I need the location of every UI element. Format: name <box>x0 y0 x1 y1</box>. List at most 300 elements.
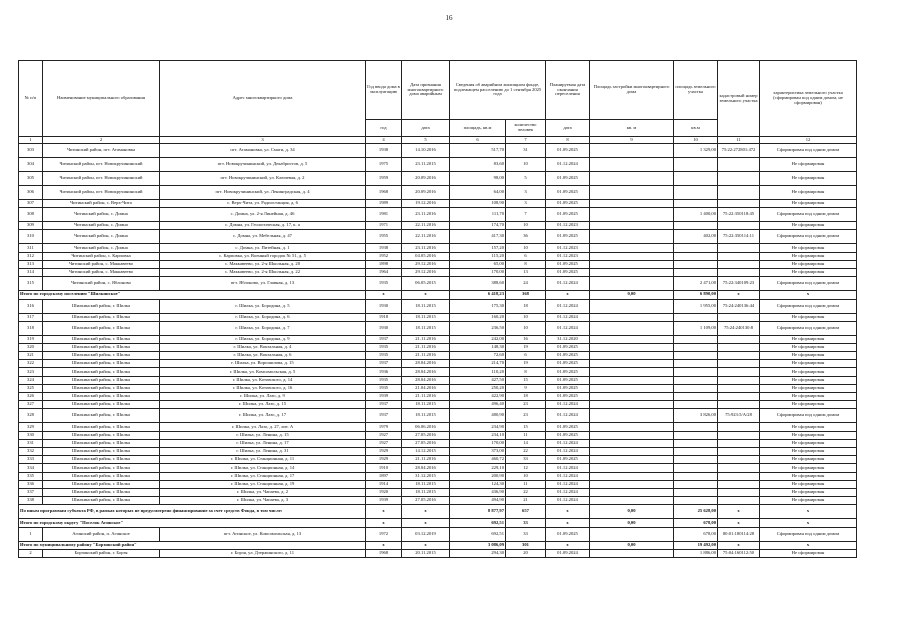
row-number: 322 <box>19 360 43 368</box>
address-cell: г. Шилка, ул. Ленина, д. 15 <box>160 431 366 439</box>
municipality-cell: Шилкинский район, г. Шилка <box>43 384 160 392</box>
built-area-cell <box>590 343 674 351</box>
table-row <box>19 527 857 541</box>
cadastral-cell <box>718 439 760 447</box>
year-cell: 1937 <box>366 335 402 343</box>
characteristic-cell: Не сформирован <box>760 497 857 505</box>
year-cell: 1937 <box>366 401 402 409</box>
address-cell: с. Карповка, ул. Военный городок № 51, д. 5 <box>160 252 366 260</box>
built-area-cell <box>590 456 674 464</box>
characteristic-cell: Не сформирован <box>760 200 857 208</box>
plan-date-cell: 01.09.2025 <box>546 172 590 186</box>
header-date-avar: Дата признания многоквартирного дома аварийным <box>402 61 450 120</box>
land-area-cell <box>674 335 718 343</box>
built-area-cell <box>590 439 674 447</box>
cadastral-cell <box>718 393 760 401</box>
page-number: 16 <box>445 14 453 22</box>
table-row <box>19 488 857 496</box>
characteristic-cell: x <box>760 291 857 299</box>
municipality-cell: Шилкинский район, г. Шилка <box>43 401 160 409</box>
area-cell: 234,10 <box>450 431 506 439</box>
built-area-cell <box>590 527 674 541</box>
column-number: 6 <box>450 137 506 144</box>
built-area-cell <box>590 299 674 313</box>
built-area-cell <box>590 252 674 260</box>
built-area-cell <box>590 244 674 252</box>
address-cell: с. Домна, ул. 2-я Линейная, д. 46 <box>160 208 366 222</box>
address-cell: с. Домна, ул. Питейная, д. 1 <box>160 244 366 252</box>
address-cell: г. Шилка, ул. Станционная, д. 17 <box>160 472 366 480</box>
address-cell: г. Шилка, ул. Станционная, д. 19 <box>160 480 366 488</box>
row-number: 337 <box>19 488 43 496</box>
municipality-cell: Читинский район, с. Верх-Чита <box>43 200 160 208</box>
table-row <box>19 158 857 172</box>
people-cell: 33 <box>506 519 546 527</box>
address-cell: с. Маккавеево, ул. 2-я Школьная, д. 22 <box>160 268 366 276</box>
municipality-cell: Шилкинский район, г. Шилка <box>43 456 160 464</box>
table-row <box>19 277 857 291</box>
cadastral-cell <box>718 464 760 472</box>
people-cell: 11 <box>506 480 546 488</box>
table-row <box>19 480 857 488</box>
year-cell: 1914 <box>366 480 402 488</box>
address-cell: пгт. Новокручининский, ул. Ключевая, д. 2 <box>160 172 366 186</box>
table-row <box>19 321 857 335</box>
year-cell: 1964 <box>366 268 402 276</box>
header-info: Сведения об аварийном жилищном фонде, подлежащем расселению до 1 сентября 2025 года <box>450 61 546 120</box>
cadastral-cell <box>718 480 760 488</box>
row-number: 308 <box>19 208 43 222</box>
address-cell: г. Шилка, ул. Лазо, д. 27, лит. А <box>160 423 366 431</box>
municipality-cell: Шилкинский район, г. Шилка <box>43 376 160 384</box>
municipality-cell: Шилкинский район, г. Шилка <box>43 447 160 455</box>
address-cell: г. Шилка, ул. Бородина, д. 6 <box>160 313 366 321</box>
row-number: 325 <box>19 384 43 392</box>
address-cell: г. Шилка, ул. Бородина, д. 7 <box>160 321 366 335</box>
year-cell: x <box>366 541 402 549</box>
characteristic-cell: Не сформирован <box>760 393 857 401</box>
year-cell: 1930 <box>366 299 402 313</box>
area-cell: 517,70 <box>450 144 506 158</box>
plan-date-cell: 01.09.2025 <box>546 260 590 268</box>
municipality-cell: Шилкинский район, г. Шилка <box>43 360 160 368</box>
address-cell: пгт. Агинское, ул. Комсомольская, д. 13 <box>160 527 366 541</box>
address-cell: г. Шилка, ул. Чапаева, д. 3 <box>160 497 366 505</box>
address-cell: г. Шилка, ул. Чапаева, д. 2 <box>160 488 366 496</box>
plan-date-cell: 01.12.2024 <box>546 447 590 455</box>
year-cell: 1927 <box>366 431 402 439</box>
people-cell: 31 <box>506 144 546 158</box>
area-cell: 72,60 <box>450 352 506 360</box>
characteristic-cell: x <box>760 541 857 549</box>
plan-date-cell: 01.12.2024 <box>546 401 590 409</box>
people-cell: 18 <box>506 299 546 313</box>
year-cell: 1898 <box>366 260 402 268</box>
characteristic-cell: Не сформирован <box>760 186 857 200</box>
characteristic-cell: Сформирован под одним домом <box>760 321 857 335</box>
area-cell: 373,00 <box>450 447 506 455</box>
table-row <box>19 252 857 260</box>
plan-date-cell: 01.12.2024 <box>546 313 590 321</box>
land-area-cell <box>674 456 718 464</box>
plan-date-cell: 01.12.2024 <box>546 277 590 291</box>
land-area-cell: 1 955,00 <box>674 299 718 313</box>
table-row <box>19 268 857 276</box>
plan-date-cell: 01.09.2024 <box>546 550 590 558</box>
year-cell: 1936 <box>366 368 402 376</box>
date-cell: 20.11.2015 <box>402 550 450 558</box>
date-cell: 27.05.2016 <box>402 497 450 505</box>
land-area-cell <box>674 447 718 455</box>
municipality-cell: Шилкинский район, г. Шилка <box>43 368 160 376</box>
municipality-cell: Читинский район, с. Домна <box>43 230 160 244</box>
cadastral-cell <box>718 343 760 351</box>
total-label: Итого по городскому поселению "Шилкинское" <box>19 291 366 299</box>
row-number: 311 <box>19 244 43 252</box>
plan-date-cell: 01.12.2024 <box>546 488 590 496</box>
year-cell: 1938 <box>366 144 402 158</box>
date-cell: 21.11.2016 <box>402 393 450 401</box>
built-area-cell <box>590 158 674 172</box>
people-cell: 10 <box>506 158 546 172</box>
year-cell: 1959 <box>366 172 402 186</box>
land-area-cell <box>674 343 718 351</box>
date-cell: 18.11.2015 <box>402 321 450 335</box>
cadastral-cell: 75:22:350118:45 <box>718 208 760 222</box>
plan-date-cell: x <box>546 519 590 527</box>
built-area-cell <box>590 423 674 431</box>
plan-date-cell: x <box>546 505 590 519</box>
municipality-cell: Шилкинский район, г. Шилка <box>43 439 160 447</box>
year-cell: 1929 <box>366 456 402 464</box>
area-cell: 460,72 <box>450 456 506 464</box>
year-cell: 1972 <box>366 527 402 541</box>
people-cell: 16 <box>506 335 546 343</box>
date-cell: 22.11.2016 <box>402 222 450 230</box>
row-number: 329 <box>19 423 43 431</box>
row-number: 312 <box>19 252 43 260</box>
plan-date-cell: 01.09.2025 <box>546 393 590 401</box>
people-cell: 8 <box>506 368 546 376</box>
table-row <box>19 393 857 401</box>
date-cell: 18.11.2015 <box>402 299 450 313</box>
cadastral-cell: x <box>718 291 760 299</box>
plan-date-cell: 01.09.2025 <box>546 368 590 376</box>
header-land-area: площадь земельного участка <box>674 61 718 120</box>
land-area-cell <box>674 360 718 368</box>
people-cell: 24 <box>506 277 546 291</box>
municipality-cell: Шилкинский район, г. Шилка <box>43 472 160 480</box>
area-cell: 229,10 <box>450 464 506 472</box>
built-area-cell <box>590 352 674 360</box>
plan-date-cell: 01.12.2024 <box>546 472 590 480</box>
land-area-cell <box>674 268 718 276</box>
table-row <box>19 335 857 343</box>
characteristic-cell: Сформирован под одним домом <box>760 230 857 244</box>
plan-date-cell: 01.09.2025 <box>546 186 590 200</box>
area-cell: 692,51 <box>450 527 506 541</box>
total-label: Итого по муниципальному району "Борзинский район" <box>19 541 366 549</box>
unit-date: дата <box>402 120 450 137</box>
column-number: 3 <box>160 137 366 144</box>
area-cell: 174,70 <box>450 222 506 230</box>
municipality-cell: Шилкинский район, г. Шилка <box>43 313 160 321</box>
table-row <box>19 144 857 158</box>
cadastral-cell: 75:04:160112:50 <box>718 550 760 558</box>
area-cell: 417,30 <box>450 230 506 244</box>
table-row <box>19 313 857 321</box>
cadastral-cell <box>718 456 760 464</box>
land-area-cell <box>674 464 718 472</box>
column-number: 7 <box>506 137 546 144</box>
address-cell: г. Шилка, ул. Вокзальная, д. 4 <box>160 343 366 351</box>
plan-date-cell: 01.09.2025 <box>546 352 590 360</box>
column-number: 11 <box>718 137 760 144</box>
date-cell: 28.04.2016 <box>402 376 450 384</box>
plan-date-cell: 01.12.2023 <box>546 244 590 252</box>
land-area-cell <box>674 423 718 431</box>
cadastral-cell <box>718 447 760 455</box>
row-number: 331 <box>19 439 43 447</box>
characteristic-cell: Сформирован под одним домом <box>760 208 857 222</box>
total-row <box>19 505 857 519</box>
municipality-cell: Агинский район, п. Агинское <box>43 527 160 541</box>
area-cell: 234,90 <box>450 423 506 431</box>
built-area-cell <box>590 464 674 472</box>
address-cell: г. Борзя, ул. Дзержинского, д. 11 <box>160 550 366 558</box>
date-cell: 27.05.2016 <box>402 439 450 447</box>
year-cell: 1897 <box>366 472 402 480</box>
characteristic-cell: Не сформирован <box>760 360 857 368</box>
address-cell: г. Шилка, ул. Бородина, д. 9 <box>160 335 366 343</box>
address-cell: с. Домна, ул. Геологическая, д. 17, к. а <box>160 222 366 230</box>
cadastral-cell <box>718 186 760 200</box>
row-number: 306 <box>19 186 43 200</box>
municipality-cell: Шилкинский район, г. Шилка <box>43 343 160 351</box>
table-row <box>19 472 857 480</box>
area-cell: 250,20 <box>450 384 506 392</box>
address-cell: г. Шилка, ул. Котовского, д. 16 <box>160 384 366 392</box>
table-row <box>19 423 857 431</box>
address-cell: с. Домна, ул. Мебельная, д. 47 <box>160 230 366 244</box>
built-area-cell <box>590 376 674 384</box>
municipality-cell: Шилкинский район, г. Шилка <box>43 488 160 496</box>
table-row <box>19 376 857 384</box>
municipality-cell: Шилкинский район, г. Шилка <box>43 393 160 401</box>
year-cell: 1981 <box>366 208 402 222</box>
municipality-cell: Читинский район, с. Карповка <box>43 252 160 260</box>
date-cell: 18.11.2015 <box>402 480 450 488</box>
municipality-cell: Читинский район, с. Домна <box>43 244 160 252</box>
area-cell: 496,40 <box>450 401 506 409</box>
address-cell: с. Маккавеево, ул. 2-я Школьная, д. 20 <box>160 260 366 268</box>
land-area-cell: 402,00 <box>674 230 718 244</box>
cadastral-cell: 80:01:180114:28 <box>718 527 760 541</box>
plan-date-cell: 01.09.2025 <box>546 384 590 392</box>
characteristic-cell: Не сформирован <box>760 352 857 360</box>
plan-date-cell: 01.12.2024 <box>546 480 590 488</box>
built-area-cell <box>590 431 674 439</box>
characteristic-cell: Не сформирован <box>760 439 857 447</box>
characteristic-cell: Не сформирован <box>760 368 857 376</box>
column-number: 8 <box>546 137 590 144</box>
date-cell: 28.04.2016 <box>402 360 450 368</box>
column-number: 4 <box>366 137 402 144</box>
built-area-cell <box>590 472 674 480</box>
total-label: Итого по городскому округу "Поселок Агинское" <box>19 519 366 527</box>
municipality-cell: Читинский район, пгт. Новокручининский <box>43 158 160 172</box>
characteristic-cell: Не сформирован <box>760 158 857 172</box>
date-cell: x <box>402 541 450 549</box>
row-number: 305 <box>19 172 43 186</box>
date-cell: x <box>402 519 450 527</box>
built-area-cell <box>590 186 674 200</box>
people-cell: 7 <box>506 208 546 222</box>
people-cell: 14 <box>506 439 546 447</box>
table-row <box>19 208 857 222</box>
date-cell: 31.12.2015 <box>402 472 450 480</box>
header-municipality: Наименование муниципального образования <box>43 61 160 137</box>
column-number: 12 <box>760 137 857 144</box>
characteristic-cell: Не сформирован <box>760 447 857 455</box>
characteristic-cell: Не сформирован <box>760 335 857 343</box>
plan-date-cell: 01.09.2025 <box>546 431 590 439</box>
year-cell: 1955 <box>366 230 402 244</box>
column-number-row <box>19 137 857 144</box>
cadastral-cell: 75:22:350114:11 <box>718 230 760 244</box>
unit-people: количество человек <box>506 120 546 137</box>
row-number: 319 <box>19 335 43 343</box>
municipality-cell: Шилкинский район, г. Шилка <box>43 352 160 360</box>
date-cell: 21.11.2016 <box>402 352 450 360</box>
row-number: 338 <box>19 497 43 505</box>
table-row <box>19 409 857 423</box>
people-cell: 12 <box>506 464 546 472</box>
characteristic-cell: Сформирован под одним домом <box>760 144 857 158</box>
address-cell: г. Шилка, ул. Ленина, д. 31 <box>160 447 366 455</box>
land-area-cell <box>674 186 718 200</box>
characteristic-cell: x <box>760 505 857 519</box>
land-area-cell <box>674 401 718 409</box>
land-area-cell: 678,00 <box>674 519 718 527</box>
characteristic-cell: Не сформирован <box>760 550 857 558</box>
row-number: 327 <box>19 401 43 409</box>
column-number: 5 <box>402 137 450 144</box>
characteristic-cell: Не сформирован <box>760 222 857 230</box>
table-row <box>19 222 857 230</box>
built-area-cell <box>590 401 674 409</box>
plan-date-cell: 01.09.2025 <box>546 376 590 384</box>
table-row <box>19 200 857 208</box>
table-body <box>19 144 857 558</box>
unit-year: год <box>366 120 402 137</box>
year-cell: x <box>366 505 402 519</box>
cadastral-cell <box>718 497 760 505</box>
people-cell: 19 <box>506 360 546 368</box>
cadastral-cell <box>718 376 760 384</box>
total-row <box>19 541 857 549</box>
area-cell: 170,00 <box>450 439 506 447</box>
address-cell: пгт. Новокручининский, ул. Ленинградская, д. 4 <box>160 186 366 200</box>
cadastral-cell <box>718 222 760 230</box>
area-cell: 111,70 <box>450 208 506 222</box>
area-cell: 200,90 <box>450 472 506 480</box>
built-area-cell <box>590 230 674 244</box>
land-area-cell: 1 109,00 <box>674 321 718 335</box>
cadastral-cell <box>718 472 760 480</box>
address-cell: г. Шилка, ул. Ворошилова, д. 15 <box>160 360 366 368</box>
built-area-cell <box>590 393 674 401</box>
area-cell: 294,30 <box>450 550 506 558</box>
area-cell: 157,20 <box>450 244 506 252</box>
people-cell: 15 <box>506 423 546 431</box>
table-row <box>19 343 857 351</box>
address-cell: г. Шилка, ул. Бородина, д. 5 <box>160 299 366 313</box>
table-row <box>19 360 857 368</box>
area-cell: 3 086,09 <box>450 541 506 549</box>
municipality-cell: Читинский район, с. Маккавеево <box>43 260 160 268</box>
year-cell: 1968 <box>366 186 402 200</box>
year-cell: 1910 <box>366 464 402 472</box>
built-area-cell <box>590 321 674 335</box>
plan-date-cell: 31.12.2020 <box>546 335 590 343</box>
land-area-cell: 3 826,00 <box>674 409 718 423</box>
characteristic-cell: Не сформирован <box>760 376 857 384</box>
table-row <box>19 368 857 376</box>
plan-date-cell: 01.09.2025 <box>546 527 590 541</box>
year-cell: 1918 <box>366 313 402 321</box>
row-number: 324 <box>19 376 43 384</box>
unit-kvm: кв. м <box>590 120 674 137</box>
year-cell: 1989 <box>366 200 402 208</box>
built-area-cell <box>590 409 674 423</box>
row-number: 317 <box>19 313 43 321</box>
built-area-cell <box>590 277 674 291</box>
cadastral-cell: x <box>718 519 760 527</box>
built-area-cell: 0,00 <box>590 541 674 549</box>
date-cell: 21.11.2016 <box>402 343 450 351</box>
year-cell: 1935 <box>366 384 402 392</box>
plan-date-cell: 01.12.2024 <box>546 409 590 423</box>
total-label: По иным программам субъекта РФ, в рамках которых не предусмотрено финансирование за счет средств Фонда, в том числе: <box>19 505 366 519</box>
date-cell: 18.11.2015 <box>402 313 450 321</box>
year-cell: 1975 <box>366 158 402 172</box>
row-number: 2 <box>19 550 43 558</box>
land-area-cell: 2 471,00 <box>674 277 718 291</box>
cadastral-cell <box>718 268 760 276</box>
cadastral-cell <box>718 360 760 368</box>
area-cell: 494,90 <box>450 497 506 505</box>
header-cadastral: кадастровый номер земельного участка <box>718 61 760 137</box>
built-area-cell <box>590 497 674 505</box>
land-area-cell: 1 886,00 <box>674 550 718 558</box>
built-area-cell <box>590 172 674 186</box>
table-row <box>19 230 857 244</box>
row-number: 314 <box>19 268 43 276</box>
people-cell: 10 <box>506 313 546 321</box>
characteristic-cell: Не сформирован <box>760 423 857 431</box>
area-cell: 8 877,97 <box>450 505 506 519</box>
year-cell: 1937 <box>366 360 402 368</box>
area-cell: 242,00 <box>450 335 506 343</box>
people-cell: 10 <box>506 244 546 252</box>
cadastral-cell: 75:923:5/А/28 <box>718 409 760 423</box>
table-row <box>19 172 857 186</box>
people-cell: 5 <box>506 172 546 186</box>
plan-date-cell: 01.12.2024 <box>546 158 590 172</box>
built-area-cell <box>590 200 674 208</box>
municipality-cell: Читинский район, пгт. Новокручининский <box>43 186 160 200</box>
